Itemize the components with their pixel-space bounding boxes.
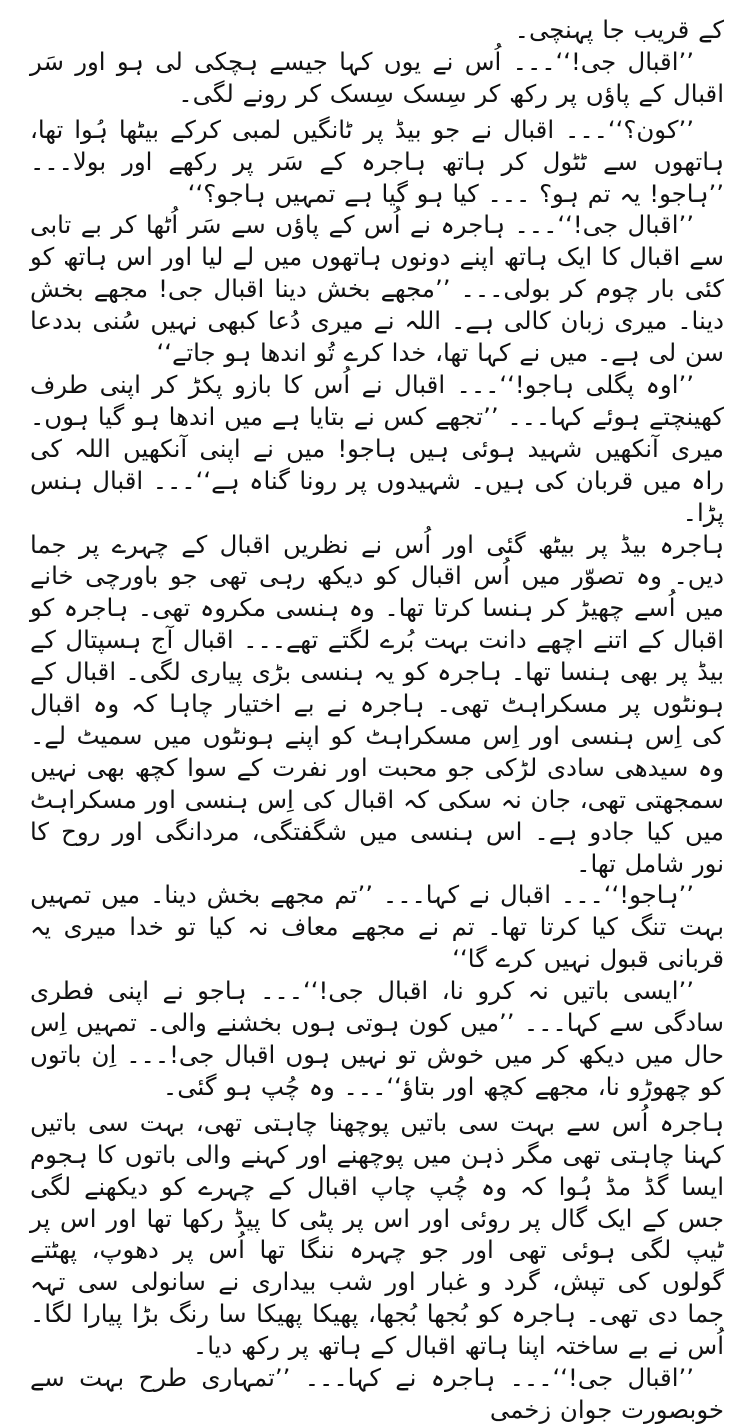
paragraph-7: ’’ہاجو!‘‘۔۔۔ اقبال نے کہا۔۔۔ ’’تم مجھے بخش دینا۔ میں تمہیں بہت تنگ کیا کرتا تھا۔ تم نے مجھے معاف نہ کیا تو خدا میری یہ قربانی قبول نہیں کرے گا‘‘: [30, 880, 724, 974]
paragraph-2: ’’اقبال جی!‘‘۔۔۔ اُس نے یوں کہا جیسے ہچکی لی ہو اور سَر اقبال کے پاؤں پر رکھ کر سِسک سِسک کر رونے لگی۔: [30, 46, 724, 108]
book-page: [30, 14, 724, 1424]
paragraph-4: ’’اقبال جی!‘‘۔۔۔ ہاجرہ نے اُس کے پاؤں سے سَر اُٹھا کر بے تابی سے اقبال کا ایک ہاتھ اپنے دونوں ہاتھوں میں لے لیا اور اس ہاتھ کو کئی بار چوم کر بولی۔۔۔ ’’مجھے بخش دینا اقبال جی! مجھے بخش دینا۔ میری زبان کالی ہے۔ اللہ نے میری دُعا کبھی نہیں سُنی بددعا سن لی ہے۔ میں نے کہا تھا، خدا کرے تُو اندھا ہو جاتے‘‘: [30, 210, 724, 368]
paragraph-1: کے قریب جا پہنچی۔: [514, 15, 724, 44]
paragraph-3: ’’کون؟‘‘۔۔۔ اقبال نے جو بیڈ پر ٹانگیں لمبی کرکے بیٹھا ہُوا تھا، ہاتھوں سے ٹٹول کر ہاتھ ہاجرہ کے سَر پر رکھے اور بولا۔۔۔ ’’ہاجو! یہ تم ہو؟ ۔۔۔ کیا ہو گیا ہے تمہیں ہاجو؟‘‘: [30, 114, 724, 208]
paragraph-8: ’’ایسی باتیں نہ کرو نا، اقبال جی!‘‘۔۔۔ ہاجو نے اپنی فطری سادگی سے کہا۔۔۔ ’’میں کون ہوتی ہوں بخشنے والی۔ تمہیں اِس حال میں دیکھ کر میں خوش تو نہیں ہوں اقبال جی!۔۔۔ اِن باتوں کو چھوڑو نا، مجھے کچھ اور بتاؤ‘‘۔۔۔ وہ چُپ ہو گئی۔: [30, 976, 724, 1101]
paragraph-9: ہاجرہ اُس سے بہت سی باتیں پوچھنا چاہتی تھی، بہت سی باتیں کہنا چاہتی تھی مگر ذہن میں پوچھنے اور کہنے والی باتوں کا ہجوم ایسا گڈ مڈ ہُوا کہ وہ چُپ چاپ اقبال کے چہرے کو دیکھنے لگی جس کے ایک گال پر روئی اور اس پر پٹی کا پیڈ رکھا تھا اور اس پر ٹیپ لگی ہوئی تھی اور جو چہرہ ننگا تھا اُس پر دھوپ، پھٹتے گولوں کی تپش، گرد و غبار اور شب بیداری نے سانولی سی تہہ جما دی تھی۔ ہاجرہ کو بُجھا بُجھا، پھیکا پھیکا سا رنگ بڑا پیارا لگا۔ اُس نے بے ساختہ اپنا ہاتھ اقبال کے ہاتھ پر رکھ دیا۔: [30, 1107, 724, 1361]
paragraph-6: ہاجرہ بیڈ پر بیٹھ گئی اور اُس نے نظریں اقبال کے چہرے پر جما دیں۔ وہ تصوّر میں اُس اقبال کو دیکھ رہی تھی جو باورچی خانے میں اُسے چھیڑ کر ہنسا کرتا تھا۔ وہ ہنسی مکروہ تھی۔ ہاجرہ کو اقبال کے اتنے اچھے دانت بہت بُرے لگتے تھے۔۔۔ اقبال آج ہسپتال کے بیڈ پر بھی ہنسا تھا۔ ہاجرہ کو یہ ہنسی بڑی پیاری لگی۔ اقبال کے ہونٹوں پر مسکراہٹ تھی۔ ہاجرہ نے بے اختیار چاہا کہ وہ اقبال کی اِس ہنسی اور اِس مسکراہٹ کو اپنے ہونٹوں میں سمیٹ لے۔ وہ سیدھی سادی لڑکی جو محبت اور نفرت کے سوا کچھ بھی نہیں سمجھتی تھی، جان نہ سکی کہ اقبال کی اِس ہنسی اور مسکراہٹ میں کیا جادو ہے۔ اس ہنسی میں شگفتگی، مردانگی اور روح کا نور شامل تھا۔: [30, 529, 724, 878]
paragraph-10: ’’اقبال جی!‘‘۔۔۔ ہاجرہ نے کہا۔۔۔ ’’تمہاری طرح بہت سے خوبصورت جوان زخمی: [30, 1363, 724, 1424]
paragraph-5: ’’اوہ پگلی ہاجو!‘‘۔۔۔ اقبال نے اُس کا بازو پکڑ کر اپنی طرف کھینچتے ہوئے کہا۔۔۔ ’’تجھے کس نے بتایا ہے میں اندھا ہو گیا ہوں۔ میری آنکھیں شہید ہوئی ہیں ہاجو! میں نے اپنی آنکھیں اللہ کی راہ میں قربان کی ہیں۔ شہیدوں پر رونا گناہ ہے‘‘۔۔۔ اقبال ہنس پڑا۔: [30, 369, 724, 527]
